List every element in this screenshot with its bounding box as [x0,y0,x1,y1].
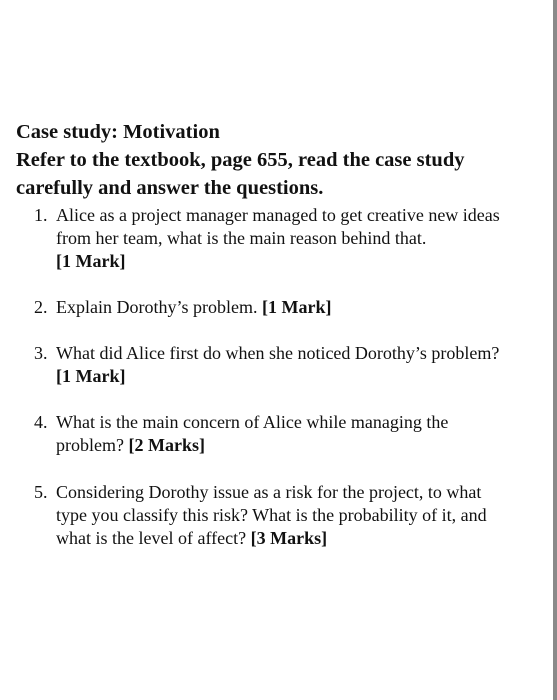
question-item-2 [16,296,511,319]
question-item-1 [16,204,511,273]
question-marks: [1 Mark] [56,251,126,271]
question-number: 2. [34,297,48,317]
question-item-3 [16,342,511,388]
question-number: 4. [34,412,48,432]
question-item-4 [16,411,511,457]
question-text: Alice as a project manager managed to get creative new ideas from her team, what is the main reason behind that. [56,205,500,248]
question-number: 3. [34,343,48,363]
question-marks: [1 Mark] [261,297,332,317]
case-study-title: Case study: Motivation [16,121,220,143]
question-item-5 [16,481,511,550]
question-marks: [2 Marks] [128,435,205,455]
question-marks: [1 Mark] [56,366,126,386]
question-text: What is the main concern of Alice while managing the problem? [56,412,449,455]
question-marks: [3 Marks] [250,528,328,548]
case-study-instruction: Refer to the textbook, page 655, read the case study carefully and answer the questions. [16,149,465,199]
question-number: 5. [34,482,48,502]
document-content [16,118,536,550]
question-list [16,204,536,550]
question-number: 1. [34,205,48,225]
question-text: What did Alice first do when she noticed Dorothy’s problem? [56,343,500,363]
page-edge-border [553,0,557,700]
question-text: Explain Dorothy’s problem. [56,297,258,317]
question-text: Considering Dorothy issue as a risk for the project, to what type you classify this risk? What is the probability of it, and what is the level of affect? [56,482,487,548]
